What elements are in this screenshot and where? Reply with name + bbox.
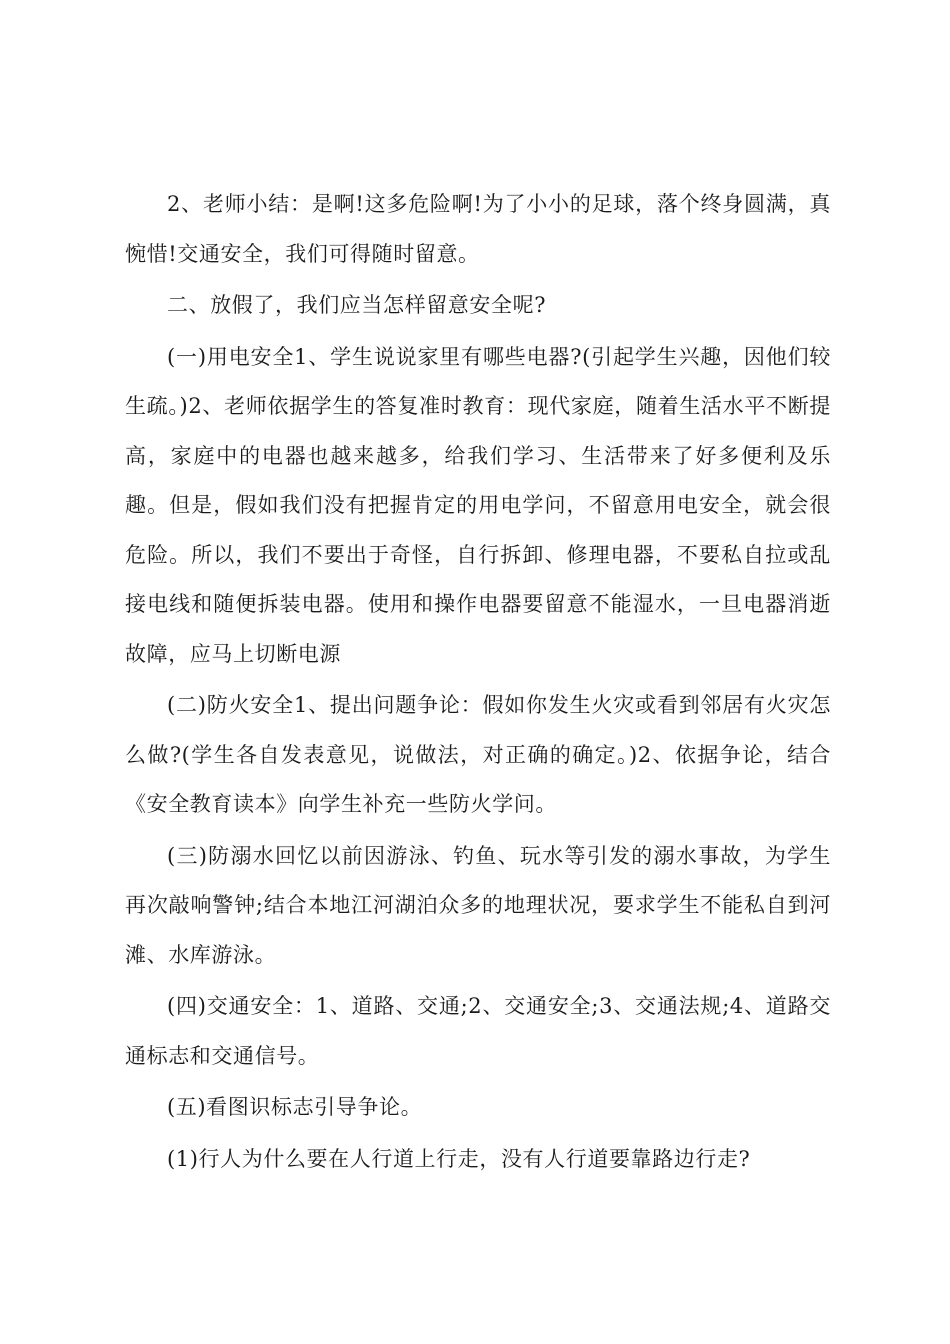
document-body <box>125 180 831 1186</box>
paragraph-pedestrian-question: (1)行人为什么要在人行道上行走，没有人行道要靠路边行走? <box>167 1146 751 1171</box>
paragraph-sign-recognition: (五)看图识标志引导争论。 <box>167 1095 423 1119</box>
paragraph-fire-safety: (二)防火安全1、提出问题争论：假如你发生火灾或看到邻居有火灾怎么做?(学生各自发表意见，说做法，对正确的确定。)2、依据争论，结合《安全教育读本》向学生补充一些防火学问。 <box>125 693 831 816</box>
paragraph-section-two-heading: 二、放假了，我们应当怎样留意安全呢? <box>167 293 547 317</box>
paragraph-teacher-summary: 2、老师小结：是啊!这多危险啊!为了小小的足球，落个终身圆满，真惋惜!交通安全，我们可得随时留意。 <box>125 192 831 266</box>
paragraph-drowning-prevention: (三)防溺水回忆以前因游泳、钓鱼、玩水等引发的溺水事故，为学生再次敲响警钟;结合本地江河湖泊众多的地理状况，要求学生不能私自到河滩、水库游泳。 <box>125 843 831 967</box>
paragraph-traffic-safety: (四)交通安全：1、道路、交通;2、交通安全;3、交通法规;4、道路交通标志和交通信号。 <box>125 994 831 1068</box>
paragraph-electrical-safety: (一)用电安全1、学生说说家里有哪些电器?(引起学生兴趣，因他们较生疏。)2、老师依据学生的答复准时教育：现代家庭，随着生活水平不断提高，家庭中的电器也越来越多，给我们学习、生活带来了好多便利及乐趣。但是，假如我们没有把握肯定的用电学问，不留意用电安全，就会很危险。所以，我们不要出于奇怪，自行拆卸、修理电器，不要私自拉或乱接电线和随便拆装电器。使用和操作电器要留意不能湿水，一旦电器消逝故障，应马上切断电源 <box>125 344 831 666</box>
